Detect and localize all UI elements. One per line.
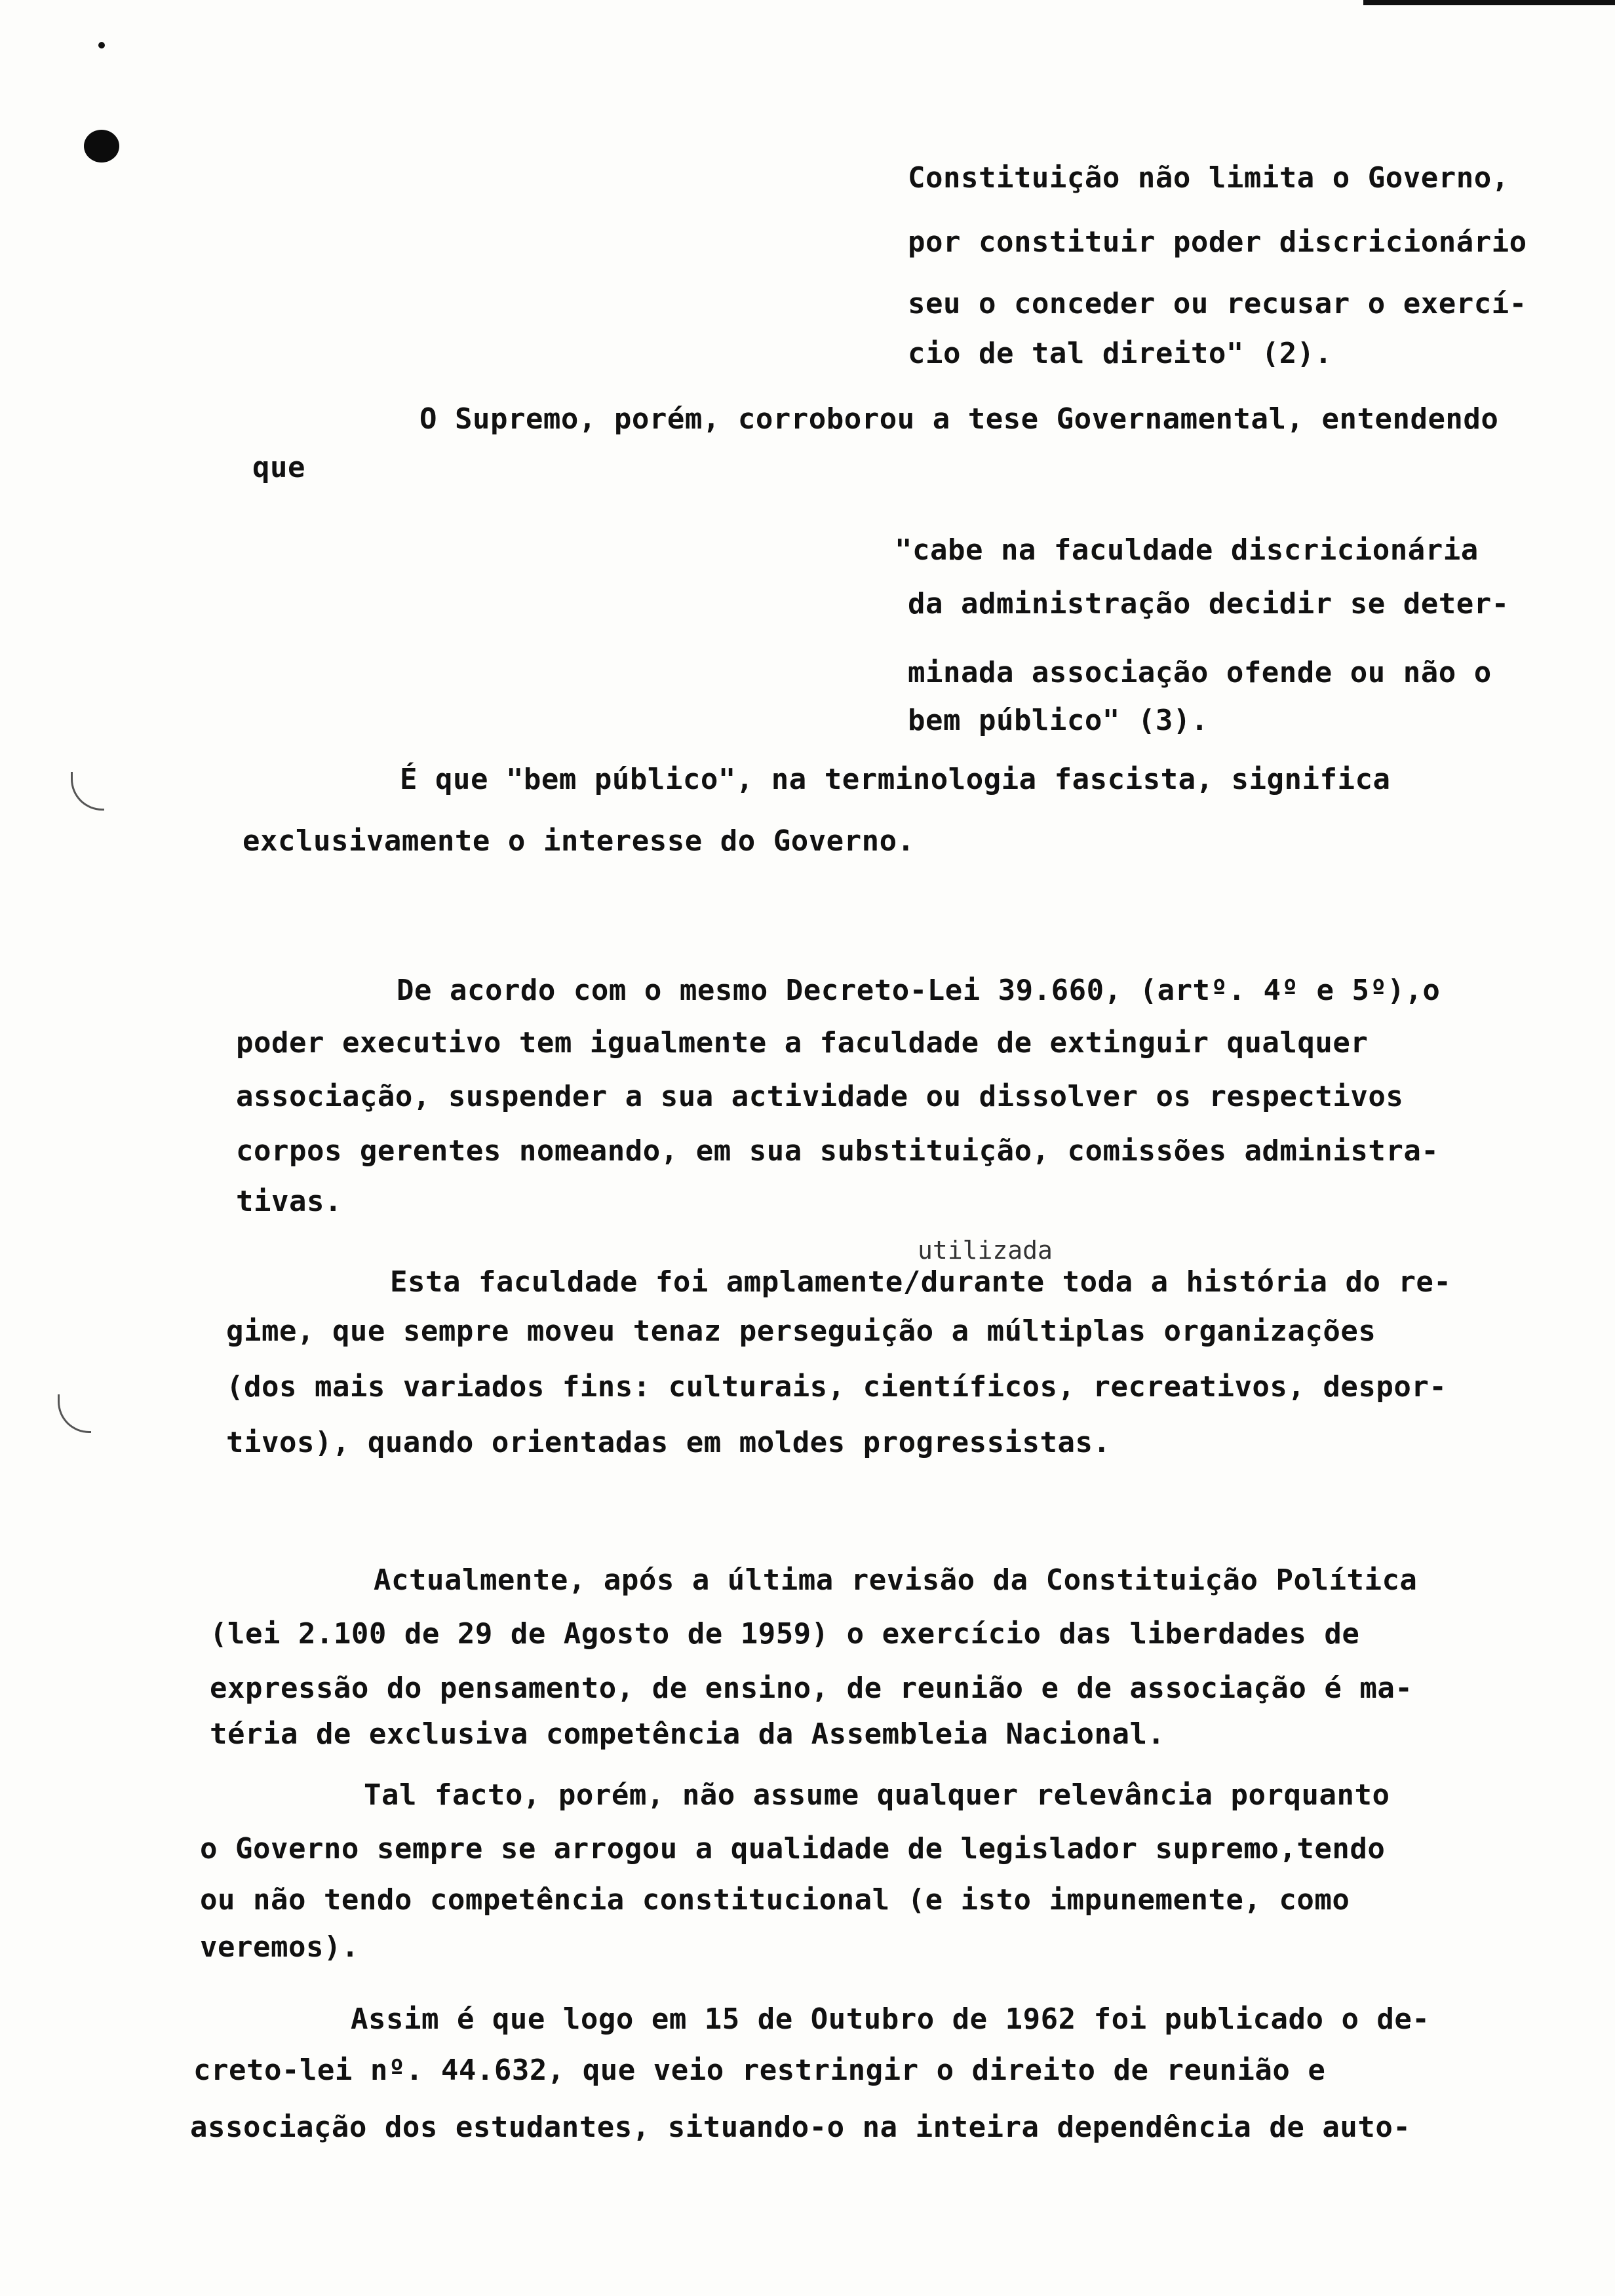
paragraph-line: corpos gerentes nomeando, em sua substituição, comissões administra-	[236, 1134, 1439, 1168]
paragraph-line: associação, suspender a sua actividade ou dissolver os respectivos	[236, 1080, 1404, 1113]
paragraph-line: tivas.	[236, 1185, 342, 1218]
block-quote-line: cio de tal direito" (2).	[908, 337, 1333, 370]
paragraph-line: É que "bem público", na terminologia fascista, significa	[400, 763, 1391, 796]
paragraph-line: creto-lei nº. 44.632, que veio restringir o direito de reunião e	[193, 2054, 1326, 2087]
paragraph-line: (lei 2.100 de 29 de Agosto de 1959) o exercício das liberdades de	[210, 1617, 1360, 1651]
ink-speck	[98, 42, 105, 48]
paragraph-line: associação dos estudantes, situando-o na inteira dependência de auto-	[190, 2111, 1411, 2144]
block-quote-line: bem público" (3).	[908, 704, 1209, 737]
paragraph-line: O Supremo, porém, corroborou a tese Governamental, entendendo	[419, 402, 1499, 436]
block-quote-line: por constituir poder discricionário	[908, 225, 1527, 259]
block-quote-line: minada associação ofende ou não o	[908, 656, 1492, 689]
punch-hole-mark	[84, 130, 119, 163]
paragraph-line: poder executivo tem igualmente a faculdade de extinguir qualquer	[236, 1026, 1369, 1060]
paragraph-line: tivos), quando orientadas em moldes progressistas.	[226, 1426, 1111, 1459]
paragraph-line: Assim é que logo em 15 de Outubro de 1962 foi publicado o de-	[351, 2002, 1430, 2036]
paragraph-line: o Governo sempre se arrogou a qualidade de legislador supremo,tendo	[200, 1832, 1386, 1866]
paragraph-line: Esta faculdade foi amplamente/durante toda a história do re-	[390, 1265, 1452, 1299]
paragraph-line: ou não tendo competência constitucional (e isto impunemente, como	[200, 1883, 1350, 1917]
paragraph-line: téria de exclusiva competência da Assembleia Nacional.	[210, 1717, 1165, 1751]
block-quote-line: seu o conceder ou recusar o exercí-	[908, 287, 1527, 320]
paragraph-line: Actualmente, após a última revisão da Constituição Política	[374, 1563, 1418, 1597]
paragraph-line: gime, que sempre moveu tenaz perseguição a múltiplas organizações	[226, 1314, 1376, 1348]
block-quote-line: Constituição não limita o Governo,	[908, 161, 1509, 195]
block-quote-line: "cabe na faculdade discricionária	[895, 533, 1479, 567]
paragraph-line: Tal facto, porém, não assume qualquer relevância porquanto	[364, 1778, 1390, 1812]
scan-edge-mark	[1363, 0, 1615, 5]
paragraph-line: expressão do pensamento, de ensino, de reunião e de associação é ma-	[210, 1672, 1413, 1705]
paragraph-line: (dos mais variados fins: culturais, científicos, recreativos, despor-	[226, 1370, 1447, 1404]
paragraph-line: exclusivamente o interesse do Governo.	[243, 824, 915, 858]
paragraph-line: veremos).	[200, 1930, 359, 1964]
paragraph-line: De acordo com o mesmo Decreto-Lei 39.660, (artº. 4º e 5º),o	[397, 974, 1441, 1007]
margin-bracket-mark	[58, 1394, 91, 1433]
interlinear-insertion: utilizada	[918, 1236, 1053, 1265]
margin-bracket-mark	[71, 772, 104, 811]
paragraph-line: que	[252, 451, 305, 484]
block-quote-line: da administração decidir se deter-	[908, 587, 1509, 621]
